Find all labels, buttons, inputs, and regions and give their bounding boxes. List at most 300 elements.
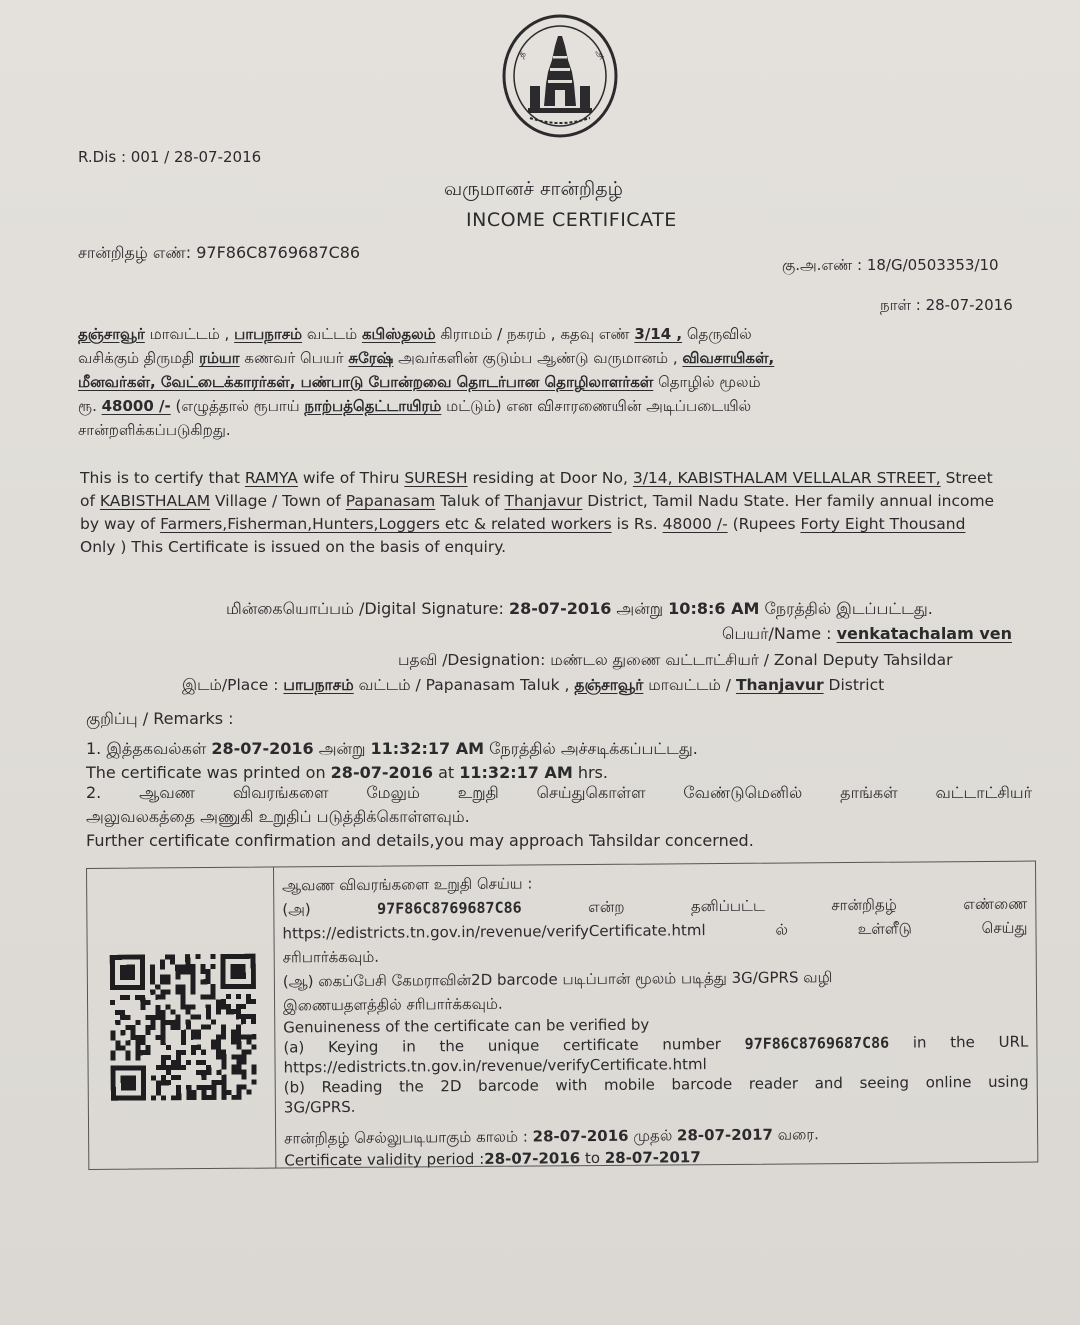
qr-module — [141, 1096, 146, 1101]
qr-module — [190, 974, 195, 979]
qr-module — [130, 985, 135, 990]
verify-en-b-end: 3G/GPRS. — [283, 1097, 356, 1117]
qr-module — [231, 1039, 236, 1044]
verify-word: unique — [487, 1036, 540, 1055]
signature-text: நேரத்தில் இடப்பட்டது. — [759, 599, 933, 618]
qr-module — [121, 1086, 126, 1091]
qr-module — [175, 964, 180, 969]
remark-word: ஆவண — [139, 783, 196, 802]
qr-module — [186, 1095, 191, 1100]
qr-module — [201, 994, 206, 999]
qr-module — [135, 1020, 140, 1025]
qr-module — [135, 995, 140, 1000]
village-tamil: கபிஸ்தலம் — [361, 325, 436, 343]
qr-module — [236, 1014, 241, 1019]
qr-module — [221, 979, 226, 984]
name-english: RAMYA — [244, 469, 298, 487]
qr-module — [176, 1095, 181, 1100]
verify-word: என்ற — [588, 897, 625, 917]
designation-label: பதவி /Designation: — [398, 651, 551, 669]
qr-module — [181, 1030, 186, 1035]
qr-module — [140, 955, 145, 960]
qr-module — [125, 955, 130, 960]
qr-module — [185, 954, 190, 959]
qr-module — [196, 1035, 201, 1040]
english-text: Taluk of — [435, 492, 505, 510]
qr-module — [140, 960, 145, 965]
qr-module — [196, 1085, 201, 1090]
english-text: wife of Thiru — [297, 469, 405, 487]
remark-word: வேண்டுமெனில் — [683, 783, 803, 802]
qr-module — [130, 1030, 135, 1035]
qr-module — [190, 984, 195, 989]
qr-module — [205, 974, 210, 979]
qr-module — [251, 1034, 256, 1039]
qr-module — [246, 1034, 251, 1039]
qr-module — [191, 1095, 196, 1100]
qr-module — [120, 970, 125, 975]
qr-module — [150, 975, 155, 980]
qr-module — [236, 1054, 241, 1059]
qr-module — [226, 984, 231, 989]
verify-word: the — [439, 1037, 465, 1056]
qr-module — [241, 969, 246, 974]
verify-word: barcode — [671, 1074, 733, 1094]
qr-module — [135, 1035, 140, 1040]
qr-module — [211, 1045, 216, 1050]
qr-module — [120, 1030, 125, 1035]
qr-module — [246, 954, 251, 959]
qr-module — [206, 1009, 211, 1014]
qr-module — [171, 1065, 176, 1070]
place-text: District — [823, 676, 885, 694]
qr-module — [150, 965, 155, 970]
qr-module — [110, 985, 115, 990]
qr-module — [221, 1034, 226, 1039]
qr-module — [156, 1080, 161, 1085]
qr-module — [130, 955, 135, 960]
verify-word: 2D — [440, 1077, 462, 1096]
signature-time: 10:8:6 AM — [668, 599, 760, 618]
qr-module — [241, 1004, 246, 1009]
verify-word: with — [555, 1076, 588, 1095]
occupation-english: Farmers,Fisherman,Hunters,Loggers etc & related workers — [160, 515, 612, 533]
qr-module — [121, 1096, 126, 1101]
qr-module — [170, 959, 175, 964]
qr-module — [226, 994, 231, 999]
qr-module — [231, 1029, 236, 1034]
verify-word: the — [950, 1033, 975, 1052]
tamil-nadu-emblem — [500, 14, 620, 139]
qr-module — [236, 974, 241, 979]
place-district-tamil: தஞ்சாவூர் — [574, 676, 644, 694]
qr-module — [241, 1059, 246, 1064]
qr-module — [111, 1076, 116, 1081]
verify-en-heading: Genuineness of the certificate can be verified by — [283, 1015, 650, 1037]
qr-module — [236, 1044, 241, 1049]
validity-text: முதல் — [628, 1126, 678, 1145]
verify-word: Keying — [327, 1037, 379, 1057]
qr-module — [191, 1045, 196, 1050]
qr-module — [206, 1085, 211, 1090]
qr-module — [241, 1070, 246, 1075]
qr-module — [151, 1025, 156, 1030]
qr-module — [246, 984, 251, 989]
verify-word: தனிப்பட்ட — [690, 896, 765, 916]
verify-word: Reading — [321, 1077, 383, 1097]
verify-word: எண்ணை — [963, 894, 1028, 914]
qr-module — [180, 964, 185, 969]
qr-module — [160, 1010, 165, 1015]
qr-module — [221, 1024, 226, 1029]
qr-module — [171, 1025, 176, 1030]
qr-module — [170, 954, 175, 959]
qr-module — [211, 1019, 216, 1024]
taluk-english: Papanasam — [345, 492, 436, 510]
qr-module — [161, 1095, 166, 1100]
qr-module — [116, 1065, 121, 1070]
qr-module — [140, 995, 145, 1000]
remark-word: உறுதி — [457, 783, 499, 802]
designation-value: மண்டல துணை வட்டாட்சியர் / Zonal Deputy Tahsildar — [550, 651, 953, 669]
qr-module — [156, 1090, 161, 1095]
qr-module — [176, 1075, 181, 1080]
qr-module — [140, 975, 145, 980]
qr-module — [216, 1009, 221, 1014]
remark-text: 1. இத்தகவல்கள் — [86, 739, 212, 758]
qr-module — [160, 964, 165, 969]
qr-module — [242, 1085, 247, 1090]
validity-to: 28-07-2017 — [604, 1148, 701, 1167]
qr-module — [135, 985, 140, 990]
qr-module — [146, 1045, 151, 1050]
qr-module — [206, 1095, 211, 1100]
qr-module — [125, 985, 130, 990]
qr-module — [115, 1040, 120, 1045]
qr-module — [241, 1049, 246, 1054]
remark-word: மேலும் — [366, 783, 420, 802]
qr-module — [221, 969, 226, 974]
husband-english: SURESH — [404, 469, 468, 487]
qr-module — [165, 954, 170, 959]
qr-module — [161, 1025, 166, 1030]
amount-words-tamil: நாற்பத்தெட்டாயிரம் — [304, 397, 442, 415]
verify-url[interactable]: https://edistricts.tn.gov.in/revenue/verifyCertificate.html — [282, 921, 706, 943]
qr-module — [241, 1034, 246, 1039]
ka-number: கு.அ.எண் : 18/G/0503353/10 — [782, 256, 999, 274]
qr-module — [165, 1005, 170, 1010]
qr-module — [251, 969, 256, 974]
qr-module — [141, 1075, 146, 1080]
qr-module — [221, 1055, 226, 1060]
qr-module — [236, 1029, 241, 1034]
qr-module — [141, 1085, 146, 1090]
qr-module — [120, 985, 125, 990]
qr-module — [180, 994, 185, 999]
qr-module — [251, 984, 256, 989]
qr-module — [166, 1020, 171, 1025]
remark-word: தாங்கள் — [840, 783, 898, 802]
qr-module — [196, 1070, 201, 1075]
qr-module — [236, 1039, 241, 1044]
qr-module — [185, 959, 190, 964]
box-divider — [273, 868, 276, 1168]
certificate-number — [78, 243, 360, 264]
qr-module — [200, 964, 205, 969]
verification-box — [86, 861, 1038, 1170]
qr-module — [231, 974, 236, 979]
qr-module — [121, 1076, 126, 1081]
remark-date: 28-07-2016 — [211, 739, 314, 758]
qr-module — [156, 1035, 161, 1040]
tamil-text: அவர்களின் குடும்ப ஆண்டு வருமானம் , — [393, 349, 683, 367]
qr-module — [236, 954, 241, 959]
title-tamil: வருமானச் சான்றிதழ் — [444, 178, 623, 200]
qr-module — [131, 1065, 136, 1070]
qr-module — [190, 979, 195, 984]
qr-module — [252, 1080, 257, 1085]
qr-module — [216, 1045, 221, 1050]
remark-text: நேரத்தில் அச்சடிக்கப்பட்டது. — [484, 739, 698, 758]
validity-english — [284, 1144, 1029, 1172]
remark-text: அன்று — [313, 739, 371, 758]
remark-word: செய்துகொள்ள — [536, 783, 646, 802]
qr-module — [125, 1015, 130, 1020]
qr-module — [131, 1096, 136, 1101]
validity-to: 28-07-2017 — [676, 1125, 774, 1145]
qr-module — [211, 1080, 216, 1085]
issue-date: நாள் : 28-07-2016 — [880, 296, 1013, 314]
qr-module — [196, 1015, 201, 1020]
qr-module — [111, 1091, 116, 1096]
qr-module — [161, 1040, 166, 1045]
qr-module — [145, 1015, 150, 1020]
qr-module — [161, 1075, 166, 1080]
qr-module — [201, 1075, 206, 1080]
qr-module — [191, 1004, 196, 1009]
validity-text: Certificate validity period : — [284, 1149, 485, 1170]
qr-module — [161, 1035, 166, 1040]
qr-module — [206, 1065, 211, 1070]
qr-module — [180, 969, 185, 974]
remark-date: 28-07-2016 — [330, 763, 434, 782]
qr-module — [191, 1030, 196, 1035]
certificate-number-value: 97F86C8769687C86 — [196, 243, 361, 262]
qr-module — [237, 1095, 242, 1100]
name-tamil: ரம்யா — [199, 349, 240, 367]
qr-module — [171, 1060, 176, 1065]
qr-module — [136, 1040, 141, 1045]
qr-module — [211, 984, 216, 989]
qr-module — [201, 1060, 206, 1065]
qr-module — [111, 1071, 116, 1076]
verify-word: using — [987, 1072, 1029, 1091]
qr-module — [191, 1015, 196, 1020]
qr-module — [236, 984, 241, 989]
qr-module — [160, 959, 165, 964]
qr-module — [176, 1055, 181, 1060]
qr-module — [236, 1004, 241, 1009]
qr-module — [166, 1055, 171, 1060]
qr-module — [110, 1000, 115, 1005]
qr-module — [241, 1054, 246, 1059]
qr-module — [222, 1095, 227, 1100]
qr-module — [216, 1034, 221, 1039]
designation-line — [398, 651, 953, 671]
qr-module — [136, 1055, 141, 1060]
qr-module — [200, 979, 205, 984]
qr-module — [166, 1070, 171, 1075]
remark-text: at — [433, 763, 460, 782]
qr-module — [216, 1050, 221, 1055]
qr-module — [161, 1065, 166, 1070]
qr-module — [216, 1055, 221, 1060]
qr-module — [160, 990, 165, 995]
qr-module — [115, 955, 120, 960]
qr-module — [166, 1045, 171, 1050]
qr-module — [246, 1049, 251, 1054]
qr-module — [216, 999, 221, 1004]
verify-word: reader — [748, 1074, 799, 1093]
qr-module — [141, 1070, 146, 1075]
qr-module — [110, 955, 115, 960]
qr-module — [221, 1004, 226, 1009]
qr-module — [125, 1025, 130, 1030]
qr-module — [131, 1075, 136, 1080]
qr-module — [246, 999, 251, 1004]
qr-module — [181, 1040, 186, 1045]
validity-from: 28-07-2016 — [532, 1126, 629, 1146]
qr-module — [220, 954, 225, 959]
qr-module — [175, 984, 180, 989]
tamil-text: கிராமம் / நகரம் , கதவு எண் — [435, 325, 635, 343]
verify-word: in — [912, 1033, 927, 1052]
qr-module — [155, 1005, 160, 1010]
qr-module — [126, 1086, 131, 1091]
tamil-text: கணவர் பெயர் — [239, 349, 349, 367]
qr-module — [186, 1085, 191, 1090]
qr-module — [131, 1086, 136, 1091]
qr-module — [160, 995, 165, 1000]
qr-module — [125, 970, 130, 975]
qr-module — [241, 974, 246, 979]
qr-module — [120, 1045, 125, 1050]
qr-module — [171, 1075, 176, 1080]
qr-module — [136, 1050, 141, 1055]
verify-word: online — [925, 1073, 972, 1092]
qr-module — [150, 970, 155, 975]
district-tamil: தஞ்சாவூர் — [78, 325, 145, 343]
qr-module — [145, 1025, 150, 1030]
qr-module — [206, 1070, 211, 1075]
remarks-label: குறிப்பு / Remarks : — [86, 709, 234, 728]
qr-module — [201, 1025, 206, 1030]
qr-module — [150, 990, 155, 995]
qr-module — [201, 1085, 206, 1090]
qr-module — [176, 1020, 181, 1025]
qr-module — [251, 979, 256, 984]
certificate-number-label: சான்றிதழ் எண்: — [78, 243, 192, 262]
qr-module — [251, 959, 256, 964]
signer-name: venkatachalam ven — [836, 624, 1013, 643]
remark-2-line-2: அலுவலகத்தை அணுகி உறுதிப் படுத்திக்கொள்ளவும். — [86, 807, 470, 826]
qr-module — [140, 1005, 145, 1010]
qr-module — [125, 975, 130, 980]
qr-module — [236, 1009, 241, 1014]
remark-time: 11:32:17 AM — [370, 739, 484, 758]
qr-module — [181, 1005, 186, 1010]
tamil-text: மட்டும்) என விசாரணையின் அடிப்படையில் — [441, 397, 752, 415]
qr-module — [206, 979, 211, 984]
qr-module — [151, 1075, 156, 1080]
qr-module — [221, 1065, 226, 1070]
verification-text — [282, 868, 1029, 1172]
qr-code[interactable] — [110, 954, 257, 1101]
tamil-text: சான்றளிக்கப்படுகிறது. — [78, 421, 231, 439]
qr-module — [201, 1050, 206, 1055]
qr-module — [150, 1020, 155, 1025]
door-number-tamil: 3/14 , — [634, 325, 683, 343]
verify-cert-number: 97F86C8769687C86 — [377, 898, 522, 918]
qr-module — [247, 1090, 252, 1095]
qr-module — [246, 1014, 251, 1019]
qr-module — [161, 1080, 166, 1085]
qr-module — [126, 1050, 131, 1055]
qr-module — [111, 1066, 116, 1071]
validity-text: வரை. — [772, 1125, 819, 1144]
signature-label: மின்கையொப்பம் /Digital Signature: — [226, 599, 509, 618]
qr-module — [227, 1090, 232, 1095]
qr-module — [136, 1045, 141, 1050]
verify-word: number — [662, 1035, 722, 1054]
qr-module — [232, 1095, 237, 1100]
verify-en-url[interactable]: https://edistricts.tn.gov.in/revenue/verifyCertificate.html — [283, 1055, 707, 1077]
qr-module — [161, 1060, 166, 1065]
qr-module — [140, 980, 145, 985]
qr-module — [211, 989, 216, 994]
qr-module — [175, 969, 180, 974]
qr-module — [241, 1014, 246, 1019]
english-text: Only ) This Certificate is issued on the basis of enquiry. — [80, 538, 507, 556]
verify-word: (அ) — [282, 900, 311, 919]
qr-module — [225, 954, 230, 959]
amount-english: 48000 /- — [662, 515, 728, 533]
place-district-english: Thanjavur — [735, 676, 824, 694]
place-taluk-tamil: பாபநாசம் — [283, 676, 354, 694]
svg-text:த: த — [516, 48, 529, 60]
husband-tamil: சுரேஷ் — [348, 349, 394, 367]
qr-module — [115, 1020, 120, 1025]
qr-module — [135, 955, 140, 960]
qr-module — [231, 984, 236, 989]
qr-module — [176, 1085, 181, 1090]
qr-module — [221, 1075, 226, 1080]
qr-module — [246, 1039, 251, 1044]
place-line — [182, 676, 884, 696]
signature-date: 28-07-2016 — [508, 599, 612, 618]
qr-module — [211, 1090, 216, 1095]
qr-module — [125, 1040, 130, 1045]
tamil-text: மாவட்டம் , — [144, 325, 235, 343]
qr-module — [236, 1024, 241, 1029]
qr-module — [231, 1070, 236, 1075]
qr-module — [120, 965, 125, 970]
qr-module — [200, 969, 205, 974]
qr-module — [155, 995, 160, 1000]
qr-module — [141, 1065, 146, 1070]
qr-module — [221, 999, 226, 1004]
qr-module — [125, 965, 130, 970]
